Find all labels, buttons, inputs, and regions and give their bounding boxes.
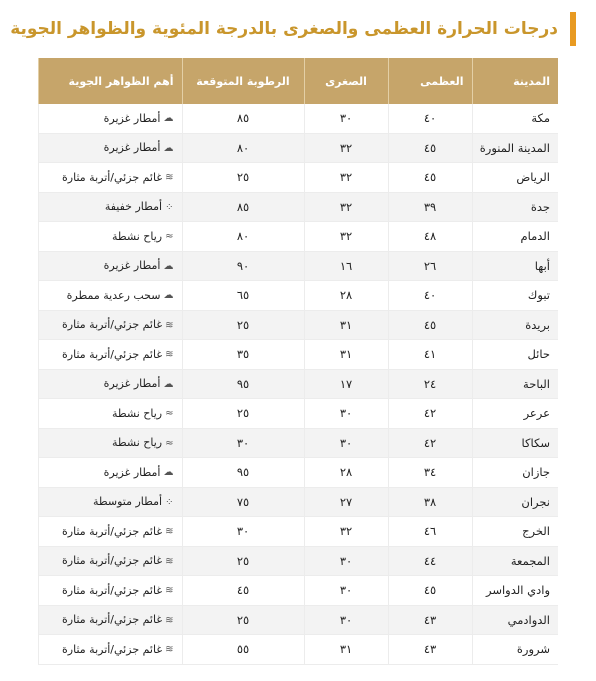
- table-row: [38, 104, 558, 133]
- dust-icon: ≋: [165, 349, 174, 361]
- cell-min: ٣٢: [304, 192, 388, 222]
- weather-label: غائم جزئي/أتربة مثارة: [62, 613, 163, 627]
- cell-weather: [38, 281, 182, 311]
- header-max: العظمى: [388, 58, 472, 104]
- dust-icon: ≋: [165, 614, 174, 626]
- table-row: [38, 576, 558, 606]
- light-rain-icon: ⁘: [165, 496, 174, 508]
- cell-min: ٢٨: [304, 458, 388, 488]
- cell-min: ٣٠: [304, 399, 388, 429]
- table-row: [38, 340, 558, 370]
- weather-label: غائم جزئي/أتربة مثارة: [62, 583, 163, 597]
- cell-max: ٤٠: [388, 281, 472, 311]
- cell-max: ٤٠: [388, 104, 472, 133]
- thunder-cloud-icon: ☁: [163, 290, 174, 302]
- cell-humidity: ٣٥: [182, 340, 304, 370]
- header-weather: أهم الظواهر الجوية: [38, 58, 182, 104]
- cell-weather: [38, 428, 182, 458]
- dust-icon: ≋: [165, 319, 174, 331]
- table-row: [38, 605, 558, 635]
- table-row: [38, 222, 558, 252]
- cell-humidity: ٢٥: [182, 163, 304, 193]
- cell-humidity: ٧٥: [182, 487, 304, 517]
- cell-city: المدينة المنورة: [472, 133, 558, 163]
- cloud-rain-icon: ☁: [163, 113, 174, 125]
- cell-min: ٣٢: [304, 517, 388, 547]
- weather-label: سحب رعدية ممطرة: [66, 288, 161, 302]
- cell-weather: [38, 399, 182, 429]
- weather-label: أمطار متوسطة: [92, 495, 163, 509]
- cell-city: المجمعة: [472, 546, 558, 576]
- cloud-rain-icon: ☁: [163, 378, 174, 390]
- table-row: [38, 133, 558, 163]
- cell-min: ٣٠: [304, 546, 388, 576]
- weather-label: أمطار غزيرة: [103, 141, 161, 155]
- weather-table: [38, 58, 559, 665]
- weather-label: أمطار غزيرة: [103, 377, 161, 391]
- table-row: [38, 546, 558, 576]
- table-row: [38, 192, 558, 222]
- cell-humidity: ٢٥: [182, 399, 304, 429]
- cell-min: ٣٢: [304, 163, 388, 193]
- header-city: المدينة: [472, 58, 558, 104]
- cell-max: ٤١: [388, 340, 472, 370]
- header-humidity: الرطوبة المتوقعة: [182, 58, 304, 104]
- weather-table-container: [38, 58, 558, 665]
- cell-humidity: ٢٥: [182, 605, 304, 635]
- weather-label: رياح نشطة: [111, 229, 163, 243]
- cell-weather: [38, 605, 182, 635]
- cell-weather: [38, 251, 182, 281]
- wind-icon: ≈: [165, 437, 174, 449]
- cell-max: ٣٨: [388, 487, 472, 517]
- cell-weather: [38, 163, 182, 193]
- weather-label: رياح نشطة: [111, 436, 163, 450]
- cell-city: الدوادمي: [472, 605, 558, 635]
- cell-max: ٤٥: [388, 133, 472, 163]
- weather-label: غائم جزئي/أتربة مثارة: [62, 524, 163, 538]
- cell-max: ٣٤: [388, 458, 472, 488]
- cell-humidity: ٣٠: [182, 517, 304, 547]
- cell-max: ٢٦: [388, 251, 472, 281]
- table-row: [38, 428, 558, 458]
- cell-weather: [38, 104, 182, 133]
- weather-label: غائم جزئي/أتربة مثارة: [62, 347, 163, 361]
- cell-min: ٣٠: [304, 428, 388, 458]
- cell-min: ٢٧: [304, 487, 388, 517]
- weather-label: غائم جزئي/أتربة مثارة: [62, 554, 163, 568]
- cell-city: سكاكا: [472, 428, 558, 458]
- cell-max: ٢٤: [388, 369, 472, 399]
- cell-weather: [38, 133, 182, 163]
- cell-humidity: ٨٥: [182, 192, 304, 222]
- cell-city: أبها: [472, 251, 558, 281]
- dust-icon: ≋: [165, 555, 174, 567]
- cell-city: بريدة: [472, 310, 558, 340]
- cell-city: جازان: [472, 458, 558, 488]
- page-title: درجات الحرارة العظمى والصغرى بالدرجة المئوية والظواهر الجوية: [10, 19, 558, 39]
- dust-icon: ≋: [165, 644, 174, 656]
- cell-max: ٤٢: [388, 428, 472, 458]
- cell-city: الدمام: [472, 222, 558, 252]
- cell-weather: [38, 517, 182, 547]
- cell-max: ٤٣: [388, 605, 472, 635]
- cell-weather: [38, 310, 182, 340]
- table-row: [38, 251, 558, 281]
- cell-min: ٣٢: [304, 222, 388, 252]
- weather-label: أمطار غزيرة: [103, 111, 161, 125]
- cell-weather: [38, 546, 182, 576]
- cell-humidity: ٦٥: [182, 281, 304, 311]
- table-row: [38, 281, 558, 311]
- cell-max: ٤٦: [388, 517, 472, 547]
- cell-city: شرورة: [472, 635, 558, 665]
- weather-label: رياح نشطة: [111, 406, 163, 420]
- wind-icon: ≈: [165, 408, 174, 420]
- cell-city: حائل: [472, 340, 558, 370]
- light-rain-icon: ⁘: [165, 201, 174, 213]
- cell-humidity: ٥٥: [182, 635, 304, 665]
- cell-weather: [38, 576, 182, 606]
- cell-weather: [38, 222, 182, 252]
- cell-max: ٤٥: [388, 576, 472, 606]
- cell-weather: [38, 340, 182, 370]
- cell-max: ٤٤: [388, 546, 472, 576]
- cell-humidity: ٩٥: [182, 369, 304, 399]
- table-row: [38, 399, 558, 429]
- weather-label: غائم جزئي/أتربة مثارة: [62, 642, 163, 656]
- table-header: [38, 58, 558, 104]
- cell-humidity: ٢٥: [182, 546, 304, 576]
- cell-city: جدة: [472, 192, 558, 222]
- cell-humidity: ٨٥: [182, 104, 304, 133]
- wind-icon: ≈: [165, 231, 174, 243]
- dust-icon: ≋: [165, 172, 174, 184]
- cell-humidity: ٩٠: [182, 251, 304, 281]
- cell-weather: [38, 635, 182, 665]
- header-min: الصغرى: [304, 58, 388, 104]
- cell-min: ٣٠: [304, 104, 388, 133]
- cell-max: ٤٥: [388, 163, 472, 193]
- cell-humidity: ٢٥: [182, 310, 304, 340]
- cell-city: عرعر: [472, 399, 558, 429]
- cell-city: الباحة: [472, 369, 558, 399]
- cell-humidity: ٨٠: [182, 133, 304, 163]
- header-row: [38, 58, 558, 104]
- table-body: [38, 104, 558, 664]
- weather-label: أمطار غزيرة: [103, 465, 161, 479]
- cell-max: ٤٥: [388, 310, 472, 340]
- cell-city: الرياض: [472, 163, 558, 193]
- cell-min: ٣١: [304, 340, 388, 370]
- cell-city: نجران: [472, 487, 558, 517]
- dust-icon: ≋: [165, 585, 174, 597]
- cell-min: ٣٠: [304, 605, 388, 635]
- cell-city: وادي الدواسر: [472, 576, 558, 606]
- dust-icon: ≋: [165, 526, 174, 538]
- cloud-rain-icon: ☁: [163, 142, 174, 154]
- table-row: [38, 369, 558, 399]
- cell-min: ٢٨: [304, 281, 388, 311]
- cloud-rain-icon: ☁: [163, 260, 174, 272]
- weather-label: أمطار خفيفة: [104, 200, 163, 214]
- cell-weather: [38, 369, 182, 399]
- cell-min: ٣١: [304, 635, 388, 665]
- cell-min: ١٧: [304, 369, 388, 399]
- cell-max: ٤٣: [388, 635, 472, 665]
- cell-max: ٣٩: [388, 192, 472, 222]
- cell-min: ٣٠: [304, 576, 388, 606]
- cell-city: مكة: [472, 104, 558, 133]
- cell-humidity: ٣٠: [182, 428, 304, 458]
- cell-min: ٣١: [304, 310, 388, 340]
- cell-humidity: ٨٠: [182, 222, 304, 252]
- weather-label: غائم جزئي/أتربة مثارة: [62, 170, 163, 184]
- cell-humidity: ٤٥: [182, 576, 304, 606]
- title-bar: [10, 12, 576, 46]
- table-row: [38, 458, 558, 488]
- cell-max: ٤٢: [388, 399, 472, 429]
- table-row: [38, 310, 558, 340]
- cell-humidity: ٩٥: [182, 458, 304, 488]
- weather-label: غائم جزئي/أتربة مثارة: [62, 318, 163, 332]
- weather-label: أمطار غزيرة: [103, 259, 161, 273]
- cell-weather: [38, 458, 182, 488]
- cell-min: ١٦: [304, 251, 388, 281]
- cell-weather: [38, 192, 182, 222]
- table-row: [38, 487, 558, 517]
- cell-max: ٤٨: [388, 222, 472, 252]
- cell-weather: [38, 487, 182, 517]
- cell-city: الخرج: [472, 517, 558, 547]
- cell-city: تبوك: [472, 281, 558, 311]
- cell-min: ٣٢: [304, 133, 388, 163]
- table-row: [38, 517, 558, 547]
- table-row: [38, 163, 558, 193]
- table-row: [38, 635, 558, 665]
- cloud-rain-icon: ☁: [163, 467, 174, 479]
